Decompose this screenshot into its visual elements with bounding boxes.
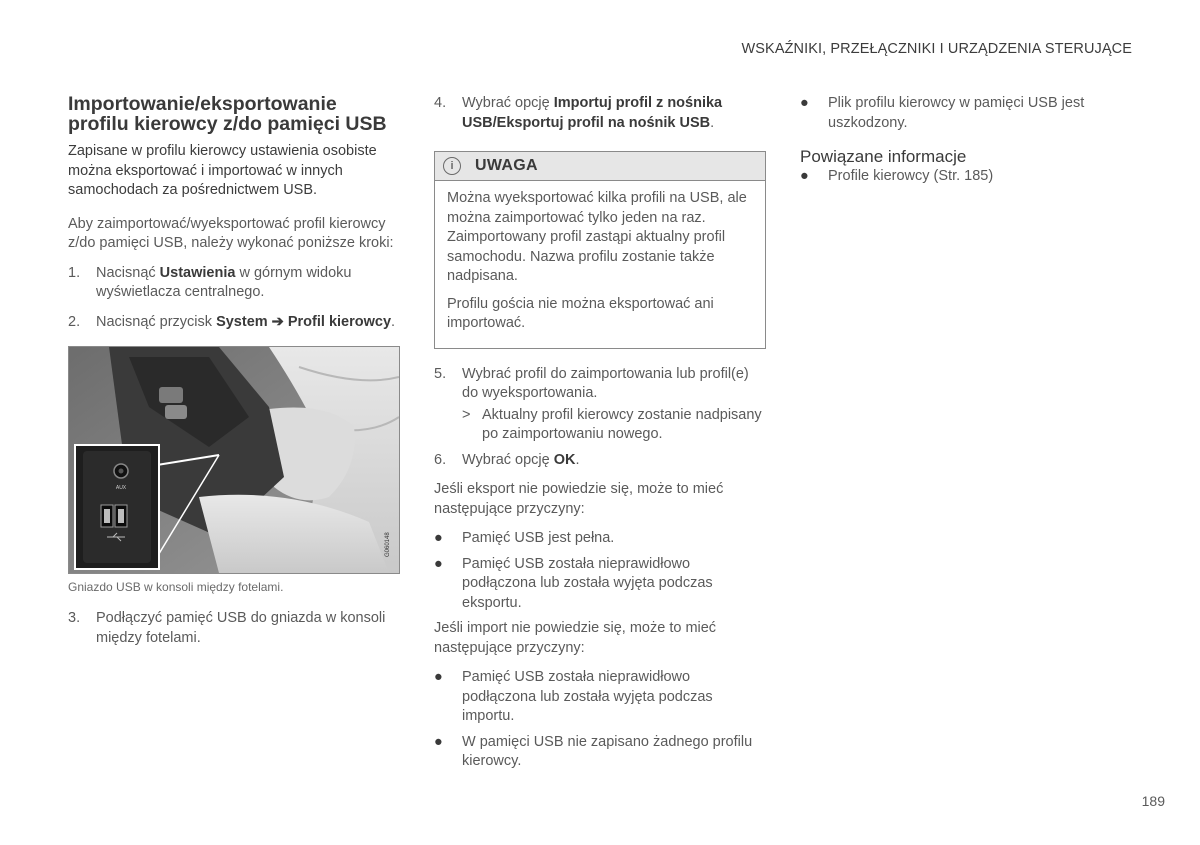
- note-header: [435, 152, 765, 181]
- figure-code: G060148: [385, 532, 391, 557]
- note-body: [435, 181, 765, 348]
- lead-paragraph: Zapisane w profilu kierowcy ustawienia osobiste można eksportować i importować w innych samochodach za pośrednictwem USB.: [68, 143, 377, 198]
- step-text-post: w górnym widoku wyświetlacza centralnego.: [96, 264, 352, 300]
- figure-caption: Gniazdo USB w konsoli między fotelami.: [68, 580, 284, 594]
- step-text: [96, 313, 400, 333]
- list-item: [434, 529, 766, 549]
- step-text-pre: Wybrać opcję: [462, 95, 554, 111]
- step-text: Wybrać profil do zaimportowania lub profil(e) do wyeksportowania.: [462, 365, 749, 401]
- intro-paragraph: Aby zaimportować/wyeksportować profil kierowcy z/do pamięci USB, należy wykonać poniższe kroki:: [68, 215, 394, 251]
- list-item-text: Pamięć USB została nieprawidłowo podłączona lub została wyjęta podczas importu.: [462, 669, 713, 724]
- note-title: UWAGA: [475, 157, 538, 175]
- step-3: [68, 609, 400, 648]
- step-5: [434, 365, 766, 404]
- step-text-post: .: [710, 114, 715, 131]
- list-item: [434, 555, 766, 614]
- list-item-text: Plik profilu kierowcy w pamięci USB jest uszkodzony.: [828, 95, 1085, 131]
- export-fail-paragraph: Jeśli eksport nie powiedzie się, może to mieć następujące przyczyny:: [434, 481, 724, 517]
- bullet-icon: ●: [434, 530, 443, 546]
- list-item-text: W pamięci USB nie zapisano żadnego profilu kierowcy.: [462, 733, 753, 769]
- step-text-pre: Nacisnąć: [96, 264, 160, 281]
- list-item: [434, 668, 766, 727]
- step-result: [462, 406, 766, 445]
- step-4: [434, 94, 766, 133]
- list-item-text: Pamięć USB jest pełna.: [462, 530, 615, 546]
- usb-console-illustration: [68, 346, 400, 574]
- step-text: [462, 94, 766, 133]
- result-marker: >: [462, 406, 471, 423]
- step-text-pre: Wybrać opcję: [462, 451, 554, 468]
- bullet-icon: ●: [434, 669, 443, 685]
- menu-item-settings: Ustawienia: [159, 264, 236, 281]
- related-link-text[interactable]: Profile kierowcy (Str. 185): [828, 168, 994, 184]
- step-number: 6.: [434, 451, 447, 468]
- column-middle: [434, 94, 766, 778]
- step-text: Podłączyć pamięć USB do gniazda w konsoli między fotelami.: [96, 610, 386, 646]
- page-header: WSKAŹNIKI, PRZEŁĄCZNIKI I URZĄDZENIA STERUJĄCE: [741, 41, 1132, 57]
- menu-option-import-export: Importuj profil z nośnika USB/Eksportuj profil na nośnik USB: [462, 95, 723, 131]
- step-text-post: .: [391, 313, 396, 330]
- note-paragraph: Profilu gościa nie można eksportować ani importować.: [447, 295, 714, 331]
- note-box: [434, 151, 766, 349]
- note-paragraph: Można wyeksportować kilka profili na USB, ale można zaimportować tylko jeden na raz. Zaimportowany profil zastąpi aktualny profil samochodu. Nazwa profilu zostanie także nadpisana.: [447, 190, 747, 284]
- menu-option-ok: OK: [553, 451, 576, 468]
- list-item-text: Pamięć USB została nieprawidłowo podłączona lub została wyjęta podczas eksportu.: [462, 555, 713, 611]
- step-number: 1.: [68, 264, 81, 281]
- console-photo: [69, 347, 399, 573]
- related-link[interactable]: [800, 167, 1132, 187]
- step-text-pre: Nacisnąć przycisk: [96, 313, 217, 330]
- result-text: Aktualny profil kierowcy zostanie nadpisany po zaimportowaniu nowego.: [482, 406, 762, 442]
- bullet-icon: ●: [800, 95, 809, 111]
- list-item: [800, 94, 1132, 133]
- step-text: [96, 264, 400, 303]
- column-left: [68, 94, 400, 658]
- step-text: [462, 451, 766, 471]
- step-number: 5.: [434, 365, 447, 382]
- step-6: [434, 451, 766, 471]
- page-number: 189: [1141, 793, 1165, 809]
- step-1: [68, 264, 400, 303]
- list-item: [434, 733, 766, 772]
- step-text-post: .: [575, 451, 580, 468]
- step-number: 2.: [68, 313, 81, 330]
- step-number: 3.: [68, 610, 81, 626]
- section-title: Importowanie/eksportowanie profilu kierowcy z/do pamięci USB: [68, 93, 387, 135]
- step-2: [68, 313, 400, 333]
- menu-path-system-profile: System ➔ Profil kierowcy: [216, 313, 392, 330]
- aux-label: AUX: [115, 485, 127, 491]
- column-right: [800, 94, 1132, 193]
- import-fail-paragraph: Jeśli import nie powiedzie się, może to mieć następujące przyczyny:: [434, 620, 717, 656]
- related-info-title: Powiązane informacje: [800, 147, 967, 166]
- bullet-icon: ●: [434, 555, 443, 572]
- info-icon: i: [443, 157, 461, 175]
- bullet-icon: ●: [800, 168, 809, 184]
- step-number: 4.: [434, 95, 447, 111]
- bullet-icon: ●: [434, 733, 443, 750]
